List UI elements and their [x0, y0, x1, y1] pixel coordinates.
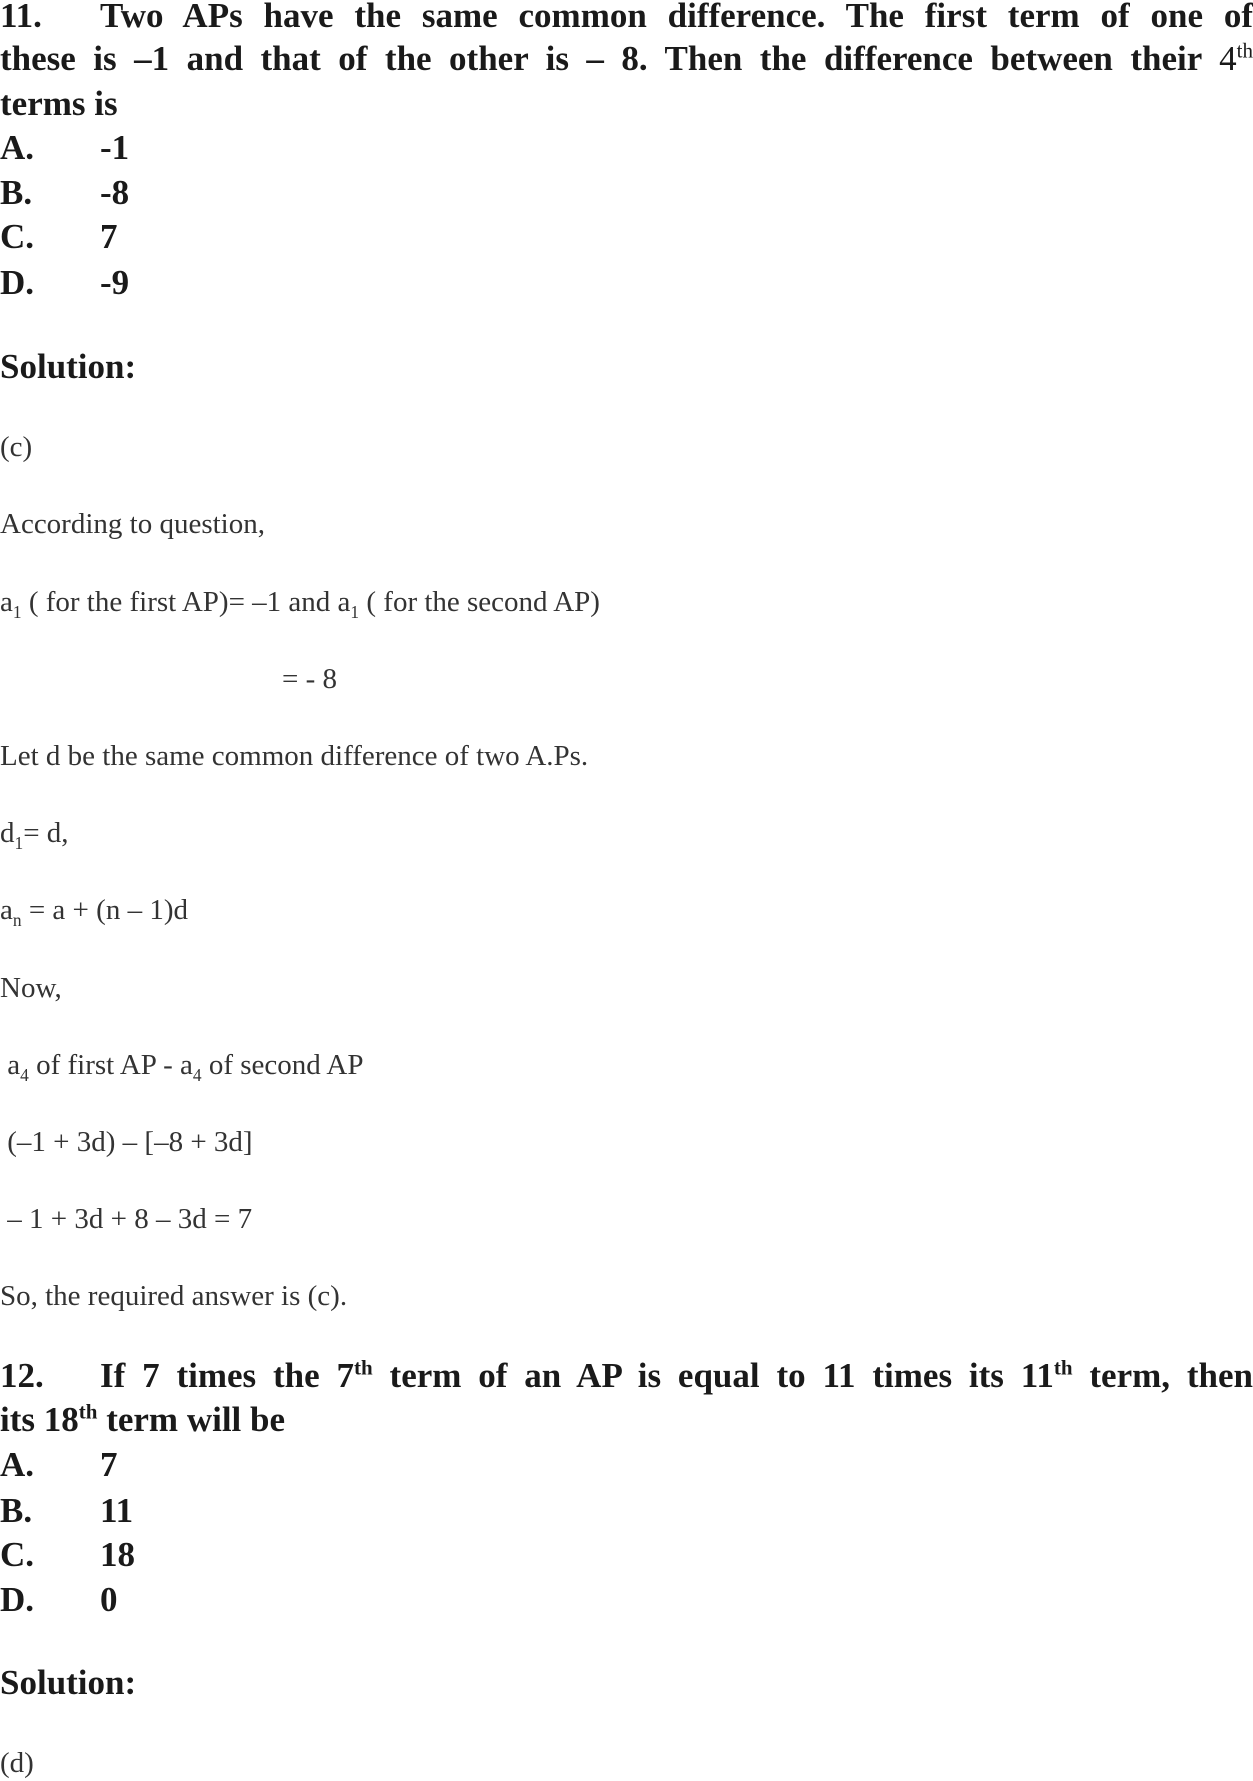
q12-option-c: [0, 1533, 135, 1577]
subscript: 1: [350, 601, 360, 622]
q11-solution-heading: Solution:: [0, 347, 137, 386]
subscript: 4: [192, 1064, 202, 1085]
text: ( for the first AP)= –1 and a: [21, 586, 351, 618]
text: a: [0, 1049, 21, 1081]
q11-step-9: (–1 + 3d) – [–8 + 3d]: [0, 1126, 253, 1158]
q11-step-4: Let d be the same common difference of two A.Ps.: [0, 740, 589, 772]
q11-step-3: = - 8: [282, 663, 338, 695]
superscript: th: [354, 1355, 373, 1380]
q11-step-8: [0, 1047, 364, 1083]
option-value: -9: [100, 263, 130, 302]
text: term will be: [97, 1400, 286, 1439]
q12-option-b: [0, 1489, 133, 1533]
text: = a + (n – 1)d: [21, 894, 188, 926]
text: term of an AP is equal to 11 times its 11: [372, 1356, 1054, 1395]
option-value: 18: [100, 1535, 135, 1574]
text: d: [0, 817, 15, 849]
q11-ordinal: [1219, 39, 1253, 78]
q12-number: 12.: [0, 1356, 44, 1395]
text: of second AP: [201, 1049, 364, 1081]
q11-step-11: So, the required answer is (c).: [0, 1280, 348, 1312]
text: term, then: [1072, 1356, 1253, 1395]
option-value: 7: [100, 1445, 118, 1484]
q11-step-6: [0, 892, 188, 928]
q11-text-1: Two APs have the same common difference. The first term of one of: [100, 0, 1253, 35]
text: a: [0, 894, 13, 926]
q12-text-1: [100, 1356, 1253, 1395]
text: of first AP - a: [28, 1049, 193, 1081]
q11-line-1: [0, 0, 1253, 38]
option-value: -1: [100, 128, 130, 167]
superscript: th: [1053, 1355, 1073, 1380]
option-letter: A.: [0, 128, 35, 167]
q11-line-2: [0, 37, 1253, 81]
q11-option-d: [0, 261, 129, 305]
option-letter: B.: [0, 1491, 33, 1530]
option-value: 7: [100, 217, 118, 256]
q11-answer: (c): [0, 431, 33, 463]
superscript: th: [78, 1399, 98, 1424]
q11-step-7: Now,: [0, 972, 62, 1004]
text: = d,: [23, 817, 69, 849]
text: its 18: [0, 1400, 79, 1439]
option-letter: D.: [0, 263, 35, 302]
q11-option-a: [0, 126, 129, 170]
q12-answer: (d): [0, 1747, 34, 1779]
q11-step-2: [0, 584, 600, 620]
option-value: 11: [100, 1491, 134, 1530]
q11-number: 11.: [0, 0, 42, 35]
q11-ordinal-base: 4: [1219, 39, 1237, 78]
option-letter: C.: [0, 1535, 35, 1574]
subscript: 4: [20, 1064, 29, 1085]
text: If 7 times the 7: [100, 1356, 355, 1395]
q11-step-5: [0, 815, 69, 851]
q11-text-2: these is –1 and that of the other is – 8. Then the difference between their: [0, 39, 1202, 78]
q12-line-1: [0, 1354, 1253, 1398]
q12-solution-heading: Solution:: [0, 1663, 137, 1702]
text: ( for the second AP): [359, 586, 600, 618]
option-letter: D.: [0, 1580, 35, 1619]
option-value: 0: [100, 1580, 118, 1619]
option-letter: A.: [0, 1445, 35, 1484]
subscript: 1: [12, 601, 22, 622]
q11-option-b: [0, 171, 129, 215]
text: a: [0, 586, 13, 618]
subscript: 1: [14, 832, 24, 853]
q11-text-3: terms is: [0, 84, 118, 123]
option-value: -8: [100, 173, 130, 212]
q12-option-d: [0, 1578, 118, 1622]
q11-step-10: – 1 + 3d + 8 – 3d = 7: [0, 1203, 253, 1235]
option-letter: B.: [0, 173, 33, 212]
q12-option-a: [0, 1443, 118, 1487]
q11-option-c: [0, 215, 118, 259]
option-letter: C.: [0, 217, 35, 256]
subscript: n: [12, 909, 22, 930]
q12-line-2: [0, 1398, 285, 1442]
q11-ordinal-sup: th: [1236, 38, 1253, 63]
q11-step-1: According to question,: [0, 508, 265, 540]
